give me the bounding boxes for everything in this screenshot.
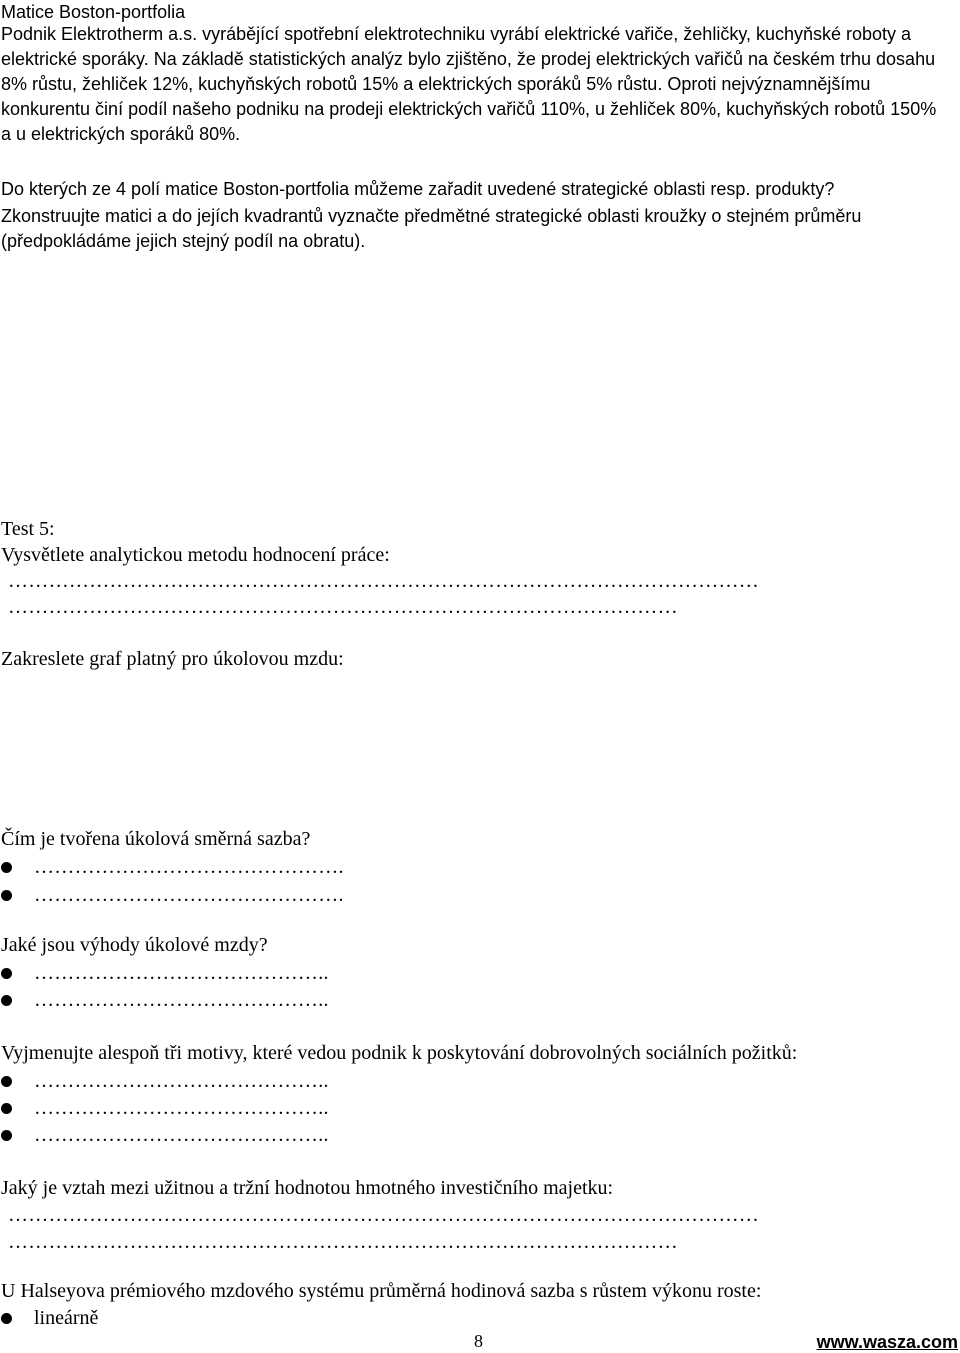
test-heading: Test 5: [1,518,55,540]
list-item [0,1095,960,1122]
question-job-evaluation-method: Vysvětlete analytickou metodu hodnocení práce: [1,544,390,566]
list-item [0,987,960,1014]
matrix-question-construct: Zkonstruujte matici a do jejích kvadrantů vyznačte předmětné strategické oblasti kroužky o stejném průměru (předpokládáme jejich stejný podíl na obratu). [1,206,862,251]
list-item [0,882,960,909]
bullet-icon [1,862,12,873]
matrix-question-fields: Do kterých ze 4 polí matice Boston-portfolia můžeme zařadit uvedené strategické oblasti resp. produkty? [1,179,835,199]
bullet-icon [1,1076,12,1087]
matrix-task-paragraph: Podnik Elektrotherm a.s. vyrábějící spotřební elektrotechniku vyrábí elektrické vařiče, žehličky, kuchyňské roboty a elektrické sporáky. Na základě statistických analýz bylo zjištěno, že prodej elektrických vařičů na českém trhu dosahu 8% růstu, žehliček 12%, kuchyňských robotů 15% a elektrických sporáků 5% růstu. Oproti nejvýznamnějšímu konkurentu činí podíl našeho podniku na prodeji elektrických vařičů 110%, u žehliček 80%, kuchyňských robotů 150% a u elektrických sporáků 80%. [1,24,937,144]
bullet-icon [1,1130,12,1141]
question-piece-rate-composition: Čím je tvořena úkolová směrná sazba? [1,828,311,850]
bullet-icon [1,1103,12,1114]
answer-line-method-2: ……………………………………………………………………………………… [8,596,678,618]
answer-line-method-1: ………………………………………………………………………………………………… [8,570,760,592]
page-number: 8 [474,1331,483,1351]
answer-line: ………………………………………. [34,856,344,878]
site-link[interactable]: www.wasza.com [816,1332,958,1352]
question-halsey-premium-system: U Halseyova prémiového mzdového systému průměrná hodinová sazba s růstem výkonu roste: [1,1280,762,1302]
answer-line-value-2: ……………………………………………………………………………………… [8,1231,678,1253]
halsey-answer-linear: lineárně [34,1307,99,1329]
question-social-benefit-motives: Vyjmenujte alespoň tři motivy, které vedou podnik k poskytování dobrovolných sociálních požitků: [1,1042,798,1064]
question-use-vs-market-value: Jaký je vztah mezi užitnou a tržní hodnotou hmotného investičního majetku: [1,1177,614,1199]
bullet-icon [1,890,12,901]
bullet-icon [1,995,12,1006]
answer-line: …………………………………….. [34,1070,329,1092]
answer-line-value-1: ………………………………………………………………………………………………… [8,1204,760,1226]
list-item [0,1068,960,1095]
answer-line: …………………………………….. [34,962,329,984]
matrix-title: Matice Boston-portfolia [1,2,186,22]
list-item [0,960,960,987]
list-item [0,1305,960,1332]
question-piece-wage-advantages: Jaké jsou výhody úkolové mzdy? [1,934,268,956]
bullet-icon [1,1313,12,1324]
answer-line: …………………………………….. [34,1097,329,1119]
answer-line: …………………………………….. [34,989,329,1011]
question-piece-rate-graph: Zakreslete graf platný pro úkolovou mzdu: [1,648,344,670]
list-item [0,1122,960,1149]
answer-line: …………………………………….. [34,1124,329,1146]
list-item [0,854,960,881]
answer-line: ………………………………………. [34,884,344,906]
bullet-icon [1,968,12,979]
